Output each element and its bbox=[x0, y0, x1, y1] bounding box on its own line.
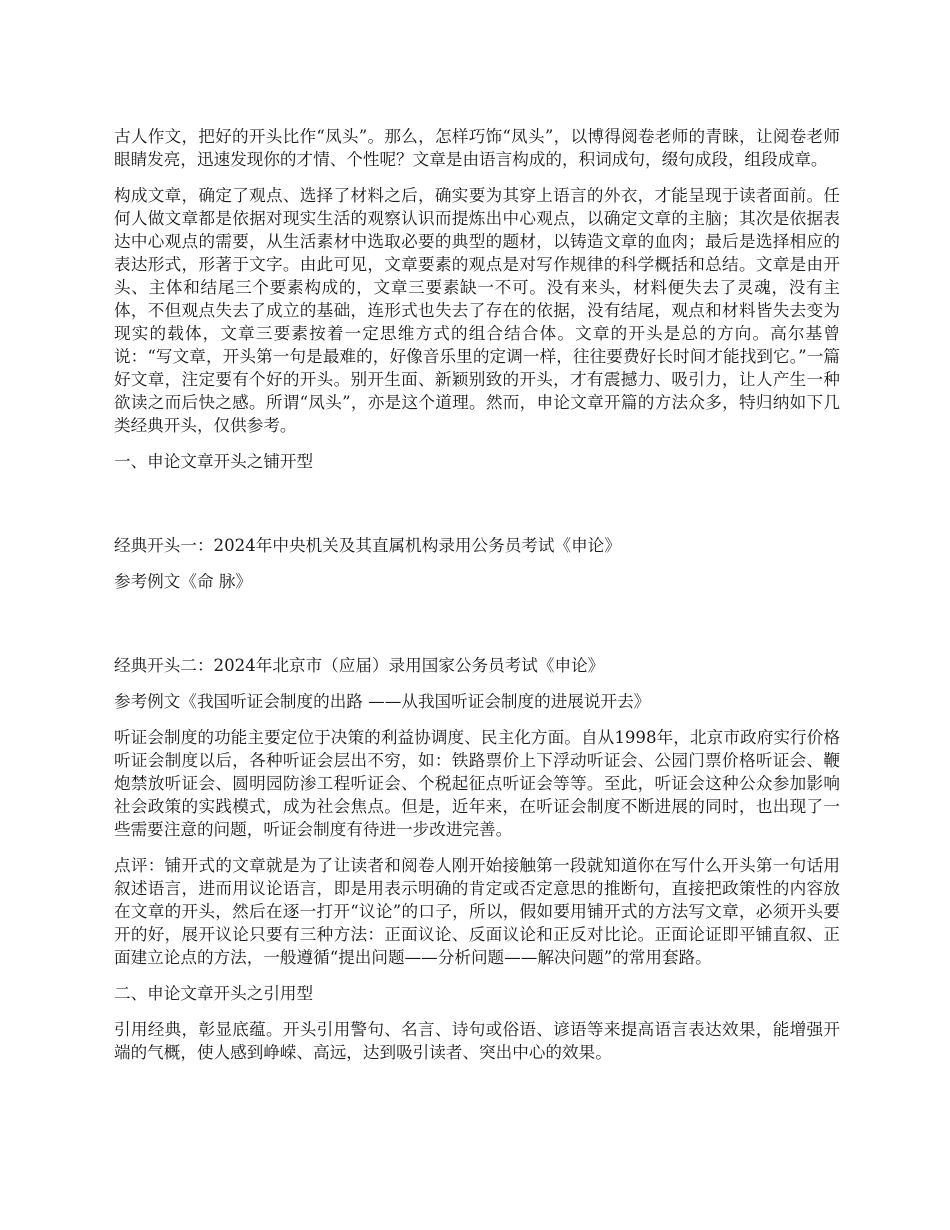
section-2-body: 引用经典，彰显底蕴。开头引用警句、名言、诗句或俗语、谚语等来提高语言表达效果，能增强开端的气概，使人感到峥嵘、高远，达到吸引读者、突出中心的效果。 bbox=[114, 1020, 840, 1062]
example-1-title: 经典开头一：2024年中央机关及其直属机构录用公务员考试《申论》 bbox=[114, 536, 621, 555]
comment-paragraph: 点评：铺开式的文章就是为了让读者和阅卷人刚开始接触第一段就知道你在写什么开头第一句话用叙述语言，进而用议论语言，即是用表示明确的肯定或否定意思的推断句，直接把政策性的内容放在文章的开头，然后在逐一打开“议论”的口子，所以，假如要用铺开式的方法写文章，必须开头要开的好，展开议论只要有三种方法：正面议论、反面议论和正反对比论。正面论证即平铺直叙、正面建立论点的方法，一般遵循“提出问题——分析问题——解决问题”的常用套路。 bbox=[114, 856, 840, 967]
intro-paragraph-1: 古人作文，把好的开头比作“凤头”。那么，怎样巧饰“凤头”，以博得阅卷老师的青睐，让阅卷老师眼睛发亮，迅速发现你的才情、个性呢？文章是由语言构成的，积词成句，缀句成段，组段成章。 bbox=[114, 127, 840, 169]
example-2-reference: 参考例文《我国听证会制度的出路 ——从我国听证会制度的进展说开去》 bbox=[114, 692, 651, 711]
spacer bbox=[114, 606, 840, 654]
section-1-heading: 一、申论文章开头之铺开型 bbox=[114, 452, 314, 471]
spacer bbox=[114, 486, 840, 534]
example-2-body: 听证会制度的功能主要定位于决策的利益协调度、民主化方面。自从1998年，北京市政府实行价格听证会制度以后，各种听证会层出不穷，如：铁路票价上下浮动听证会、公园门票价格听证会、鞭炮禁放听证会、圆明园防渗工程听证会、个税起征点听证会等等。至此，听证会这种公众参加影响社会政策的实践模式，成为社会焦点。但是，近年来，在听证会制度不断进展的同时，也出现了一些需要注意的问题，听证会制度有待进一步改进完善。 bbox=[114, 728, 840, 839]
document-page bbox=[114, 125, 840, 1077]
example-2-title: 经典开头二：2024年北京市（应届）录用国家公务员考试《申论》 bbox=[114, 656, 605, 675]
intro-paragraph-2: 构成文章，确定了观点、选择了材料之后，确实要为其穿上语言的外衣，才能呈现于读者面前。任何人做文章都是依据对现实生活的观察认识而提炼出中心观点，以确定文章的主脑；其次是依据表达中心观点的需要，从生活素材中选取必要的典型的题材，以铸造文章的血肉；最后是选择相应的表达形式，形著于文字。由此可见，文章要素的观点是对写作规律的科学概括和总结。文章是由开头、主体和结尾三个要素构成的，文章三要素缺一不可。没有来头，材料便失去了灵魂，没有主体，不但观点失去了成立的基础，连形式也失去了存在的依据，没有结尾，观点和材料皆失去变为现实的载体，文章三要素按着一定思维方式的组合结合体。文章的开头是总的方向。高尔基曾说：“写文章，开头第一句是最难的，好像音乐里的定调一样，往往要费好长时间才能找到它。”一篇好文章，注定要有个好的开头。别开生面、新颖别致的开头，才有震撼力、吸引力，让人产生一种欲读之而后快之感。所谓“凤头”，亦是这个道理。然而，申论文章开篇的方法众多，特归纳如下几类经典开头，仅供参考。 bbox=[114, 186, 840, 435]
example-1-reference: 参考例文《命 脉》 bbox=[114, 572, 253, 591]
section-2-heading: 二、申论文章开头之引用型 bbox=[114, 984, 314, 1003]
